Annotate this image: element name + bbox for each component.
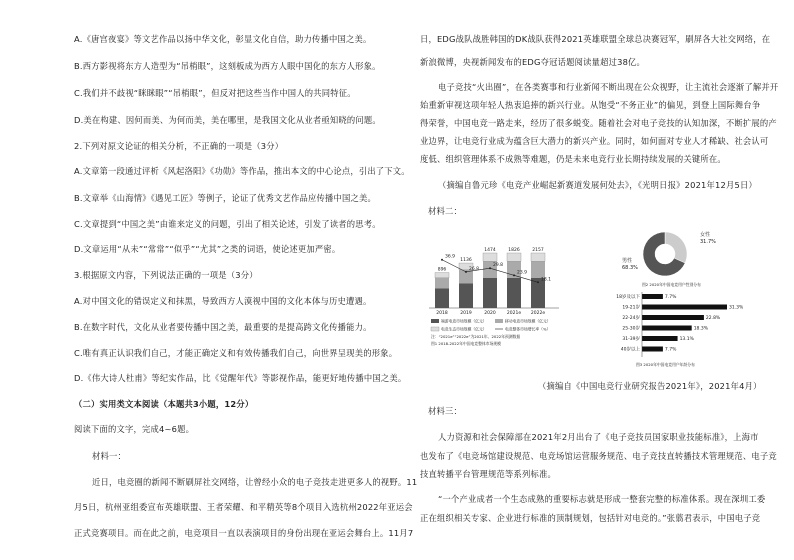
- legend-swatch: [431, 327, 439, 331]
- bar: [642, 336, 678, 341]
- rate-label: 29.8: [493, 263, 504, 269]
- bar-segment-ecosystem: [435, 273, 449, 278]
- option-d: D.美在构建、因何而美、为何而美，美在哪里，是我国文化从业者亟知晓的问题。: [74, 115, 381, 125]
- paragraph-line: 业边界，让电竞行业成为蕴含巨大潜力的新兴产业。同时，如何面对专业人才稀缺、社会认可: [420, 136, 769, 146]
- x-tick-label: 2022e: [530, 311, 546, 316]
- rate-label: 36.9: [445, 254, 456, 260]
- paragraph-line: 正在组织相关专家、企业进行标准的顶制规划，包括针对电竞的。”张翦君表示，中国电子竞: [420, 513, 761, 523]
- option-d: D.《伟大诗人杜甫》等纪实作品，比《觉醒年代》等影视作品，能更好地传播中国之美。: [74, 373, 407, 383]
- instruction: 阅读下面的文字，完成4~6题。: [74, 424, 195, 434]
- material-label: 材料一：: [92, 451, 126, 461]
- growth-rate-point: [441, 259, 443, 261]
- paragraph-line: 正式竞赛项目。而在此之前，电竞项目一直以表演项目的身份出现在亚运会舞台上。11月7: [74, 528, 414, 538]
- bar-value-label: 22.8%: [705, 316, 721, 321]
- pie-value: 31.7%: [700, 239, 716, 245]
- question-2: 2.下列对原文论证的相关分析，不正确的一项是（3分）: [74, 141, 284, 151]
- y-tick-label: 40岁以上: [620, 347, 640, 353]
- bar-value-label: 31.3%: [729, 305, 744, 311]
- bar-value-label: 2157: [532, 248, 544, 253]
- growth-rate-point: [513, 274, 515, 276]
- option-a: A.对中国文化的错误定义和抹黑，导致西方人漠视中国的文化本体与历史遭遇。: [74, 296, 372, 306]
- material-label: 材料三：: [428, 406, 462, 416]
- paragraph-line: 电子竞技“火出圈”，在各类赛事和行业新闻不断出现在公众视野，让主流社会逐渐了解并开: [438, 82, 779, 92]
- bar-value-label: 7.7%: [664, 295, 677, 300]
- paragraph-line: 始重新审视这项年轻人热衷追捧的新兴行业。从饱受“不务正业”的偏见，到登上国际舞台争: [420, 100, 761, 110]
- bar-segment-mobile: [435, 278, 449, 289]
- option-b: B.文章举《山海情》《遇见工匠》等例子，论证了优秀文艺作品应传播中国之美。: [74, 193, 376, 203]
- y-tick-label: 18岁及以下: [616, 295, 640, 300]
- bar-value-label: 1136: [460, 258, 472, 264]
- bar-segment-ecosystem: [483, 253, 497, 261]
- paragraph-line: 技直转播平台管理规范等系列标准。: [420, 469, 556, 479]
- y-tick-label: 31-39岁: [622, 337, 640, 342]
- question-3: 3.根据原文内容，下列说法正确的一项是（3分）: [74, 270, 258, 280]
- legend-swatch: [495, 319, 503, 323]
- bar: [642, 315, 704, 320]
- legend-label: 电竞生态市场规模（亿元）: [441, 326, 487, 332]
- bar-value-label: 13.1%: [679, 337, 694, 342]
- bar-segment-ecosystem: [507, 253, 521, 261]
- bar: [642, 326, 692, 331]
- y-tick-label: 19-21岁: [622, 305, 640, 311]
- y-tick-label: 25-30岁: [622, 326, 640, 332]
- bar-segment-pc: [483, 278, 497, 308]
- legend-label: 端游电竞市场规模（亿元）: [441, 318, 487, 324]
- bar-segment-pc: [435, 288, 449, 308]
- rate-label: 26.8: [469, 266, 480, 272]
- gender-donut-chart: [620, 222, 730, 290]
- market-size-chart: [425, 238, 615, 353]
- bar-segment-pc: [507, 278, 521, 308]
- source-citation: （摘编自鲁元珍《电竞产业崛起新赛道发展何处去》，《光明日报》2021年12月5日）: [438, 180, 757, 190]
- pie-value: 68.3%: [622, 265, 638, 271]
- chart-caption: 图3 2020年中国电竞用户年龄分布: [636, 362, 695, 367]
- gender-donut-chart-svg: [620, 222, 730, 290]
- source-citation: （摘编自《中国电竞行业研究报告2021年》，2021年4月）: [538, 381, 762, 391]
- paragraph-line: 新浪微博，央视新闻发布的EDG夺冠话题阅读量超过38亿。: [420, 57, 646, 67]
- section-heading: （二）实用类文本阅读（本题共3小题，12分）: [74, 399, 254, 409]
- x-tick-label: 2019: [460, 311, 472, 316]
- growth-rate-point: [489, 267, 491, 269]
- option-c: C.文章提到“中国之美”由谁来定义的问题，引出了相关论述，引发了读者的思考。: [74, 219, 381, 229]
- bar-segment-mobile: [531, 261, 545, 278]
- material-label: 材料二：: [428, 206, 462, 216]
- growth-rate-point: [537, 281, 539, 283]
- rate-label: 23.9: [517, 270, 528, 276]
- paragraph-line: “一个产业成者一个生态成熟的重要标志就是形成一整套完整的标准体系。现在深圳工委: [438, 494, 766, 504]
- paragraph-line: 度低、组织管理体系不成熟等难题，仍是未来电竞行业长期持续发展的关键所在。: [420, 154, 726, 164]
- bar-value-label: 1474: [484, 248, 496, 253]
- option-c: C.我们并不歧视“眯眯眼”“吊梢眼”，但反对把这些当作中国人的共同特征。: [74, 88, 356, 98]
- pie-label: 女性: [700, 232, 711, 238]
- paragraph-line: 月5日，杭州亚组委宣布英雄联盟、王者荣耀、和平精英等8个项目入选杭州2022年亚运会: [74, 502, 413, 512]
- age-bar-chart: [612, 290, 744, 370]
- option-a: A.文章第一段通过评析《风起洛阳》《功勋》等作品，推出本文的中心论点，引出了下文。: [74, 166, 410, 176]
- chart-caption: 图1 2018-2022年中国电竞整体市场规模: [431, 341, 501, 346]
- option-d: D.文章运用“从未”“常常”“似乎”“尤其”之类的词语，使论述更加严密。: [74, 244, 341, 254]
- legend-swatch: [431, 319, 439, 323]
- x-tick-label: 2020: [484, 311, 496, 316]
- bar-value-label: 18.3%: [693, 326, 708, 332]
- chart-note: 注：“2021e”“2022e”为2021年、2022年预测数据: [431, 334, 521, 339]
- rate-label: 18.1: [541, 277, 552, 283]
- bar-segment-pc: [459, 283, 473, 308]
- paragraph-line: 得荣誉，中国电竞一路走来，经历了很多蜕变。随着社会对电子竞技的认知加深，不断扩展的产: [420, 118, 777, 128]
- age-bar-chart-svg: [612, 290, 744, 370]
- x-tick-label: 2018: [436, 311, 448, 316]
- x-tick-label: 2021e: [506, 311, 522, 316]
- legend-label: 电竞整体市场增长率（%）: [505, 326, 551, 332]
- paragraph-line: 人力资源和社会保障部在2021年2月出台了《电子竞技员国家职业技能标准》，上海市: [438, 432, 759, 442]
- bar-value-label: 1826: [508, 248, 520, 253]
- bar-segment-ecosystem: [531, 253, 545, 261]
- option-b: B.在数字时代，文化从业者要传播中国之美，最重要的是提高跨文化传播能力。: [74, 322, 372, 332]
- chart-caption: 图2 2020年中国电竞用户性别分布: [642, 282, 701, 287]
- market-size-chart-svg: [425, 238, 615, 353]
- option-a: A.《唐宫夜宴》等文艺作品以扬中华文化，彰显文化自信，助力传播中国之美。: [74, 34, 372, 44]
- paragraph-line: 也发布了《电竞场馆建设规范、电竞场馆运营服务规范、电子竞技直转播技术管理规范、电子竞: [420, 451, 777, 461]
- bar: [642, 305, 727, 310]
- growth-rate-point: [465, 271, 467, 273]
- legend-label: 移动电竞市场规模（亿元）: [505, 318, 551, 324]
- bar: [642, 347, 663, 352]
- bar-value-label: 7.7%: [664, 347, 677, 353]
- bar-value-label: 896: [437, 267, 447, 273]
- pie-label: 男性: [622, 258, 633, 264]
- option-b: B.西方影视将东方人造型为“吊梢眼”，这刻板成为西方人眼中国化的东方人形象。: [74, 61, 381, 71]
- pie-slice: [665, 232, 687, 263]
- paragraph-line: 日，EDG战队战胜韩国的DK战队获得2021英雄联盟全球总决赛冠军，刷屏各大社交网络，在: [420, 34, 771, 44]
- paragraph-line: 近日，电竞圈的新闻不断刷屏社交网络，让曾经小众的电子竞技走进更多人的视野。11: [92, 477, 418, 487]
- y-tick-label: 22-24岁: [622, 316, 640, 321]
- bar: [642, 294, 663, 299]
- option-c: C.唯有真正认识我们自己，才能正确定义和有效传播我们自己，向世界呈现美的形象。: [74, 348, 398, 358]
